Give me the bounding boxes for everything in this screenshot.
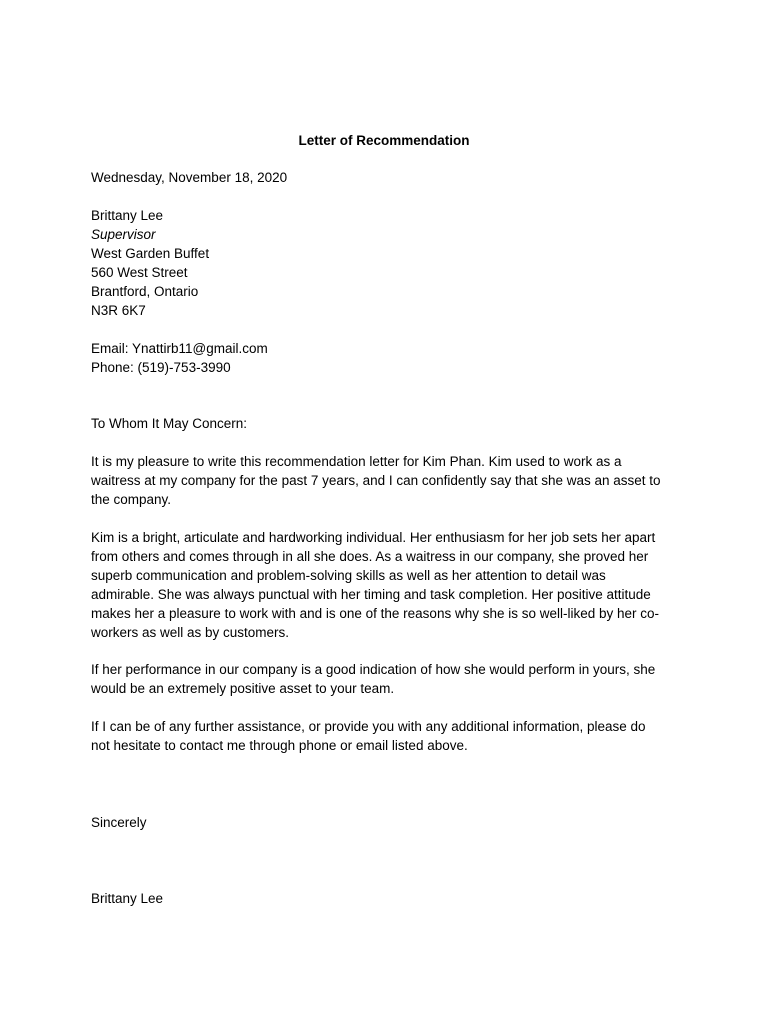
paragraph-line: not hesitate to contact me through phone or email listed above. [91, 738, 468, 753]
sender-city: Brantford, Ontario [91, 284, 199, 299]
sender-email: Email: Ynattirb11@gmail.com [91, 341, 268, 356]
letter-date: Wednesday, November 18, 2020 [91, 170, 288, 185]
body-paragraph-2 [91, 528, 681, 642]
greeting: To Whom It May Concern: [91, 416, 248, 431]
sender-address [91, 206, 681, 320]
paragraph-line: makes her a pleasure to work with and is one of the reasons why she is so well-liked by her co- [91, 606, 660, 621]
body-paragraph-3 [91, 660, 681, 698]
paragraph-line: from others and comes through in all she does. As a waitress in our company, she proved her [91, 549, 649, 564]
sender-postal-code: N3R 6K7 [91, 303, 146, 318]
paragraph-line: If her performance in our company is a good indication of how she would perform in yours, she [91, 662, 656, 677]
closing: Sincerely [91, 815, 147, 830]
paragraph-line: the company. [91, 492, 172, 507]
paragraph-line: workers as well as by customers. [91, 625, 290, 640]
paragraph-line: It is my pleasure to write this recommendation letter for Kim Phan. Kim used to work as a [91, 454, 622, 469]
paragraph-line: would be an extremely positive asset to your team. [91, 681, 395, 696]
body-paragraph-1 [91, 452, 681, 509]
sender-company: West Garden Buffet [91, 246, 210, 261]
page-title: Letter of Recommendation [298, 133, 470, 148]
paragraph-line: superb communication and problem-solving skills as well as her attention to detail was [91, 568, 606, 583]
signature-name: Brittany Lee [91, 891, 164, 906]
sender-contact [91, 339, 681, 377]
sender-name: Brittany Lee [91, 208, 164, 223]
paragraph-line: waitress at my company for the past 7 years, and I can confidently say that she was an asset to [91, 473, 661, 488]
paragraph-line: If I can be of any further assistance, or provide you with any additional information, please do [91, 719, 646, 734]
sender-position: Supervisor [91, 227, 156, 242]
paragraph-line: Kim is a bright, articulate and hardworking individual. Her enthusiasm for her job sets her apart [91, 530, 656, 545]
sender-phone: Phone: (519)-753-3990 [91, 360, 231, 375]
body-paragraph-4 [91, 717, 681, 755]
sender-street: 560 West Street [91, 265, 188, 280]
paragraph-line: admirable. She was always punctual with her timing and task completion. Her positive attitude [91, 587, 651, 602]
